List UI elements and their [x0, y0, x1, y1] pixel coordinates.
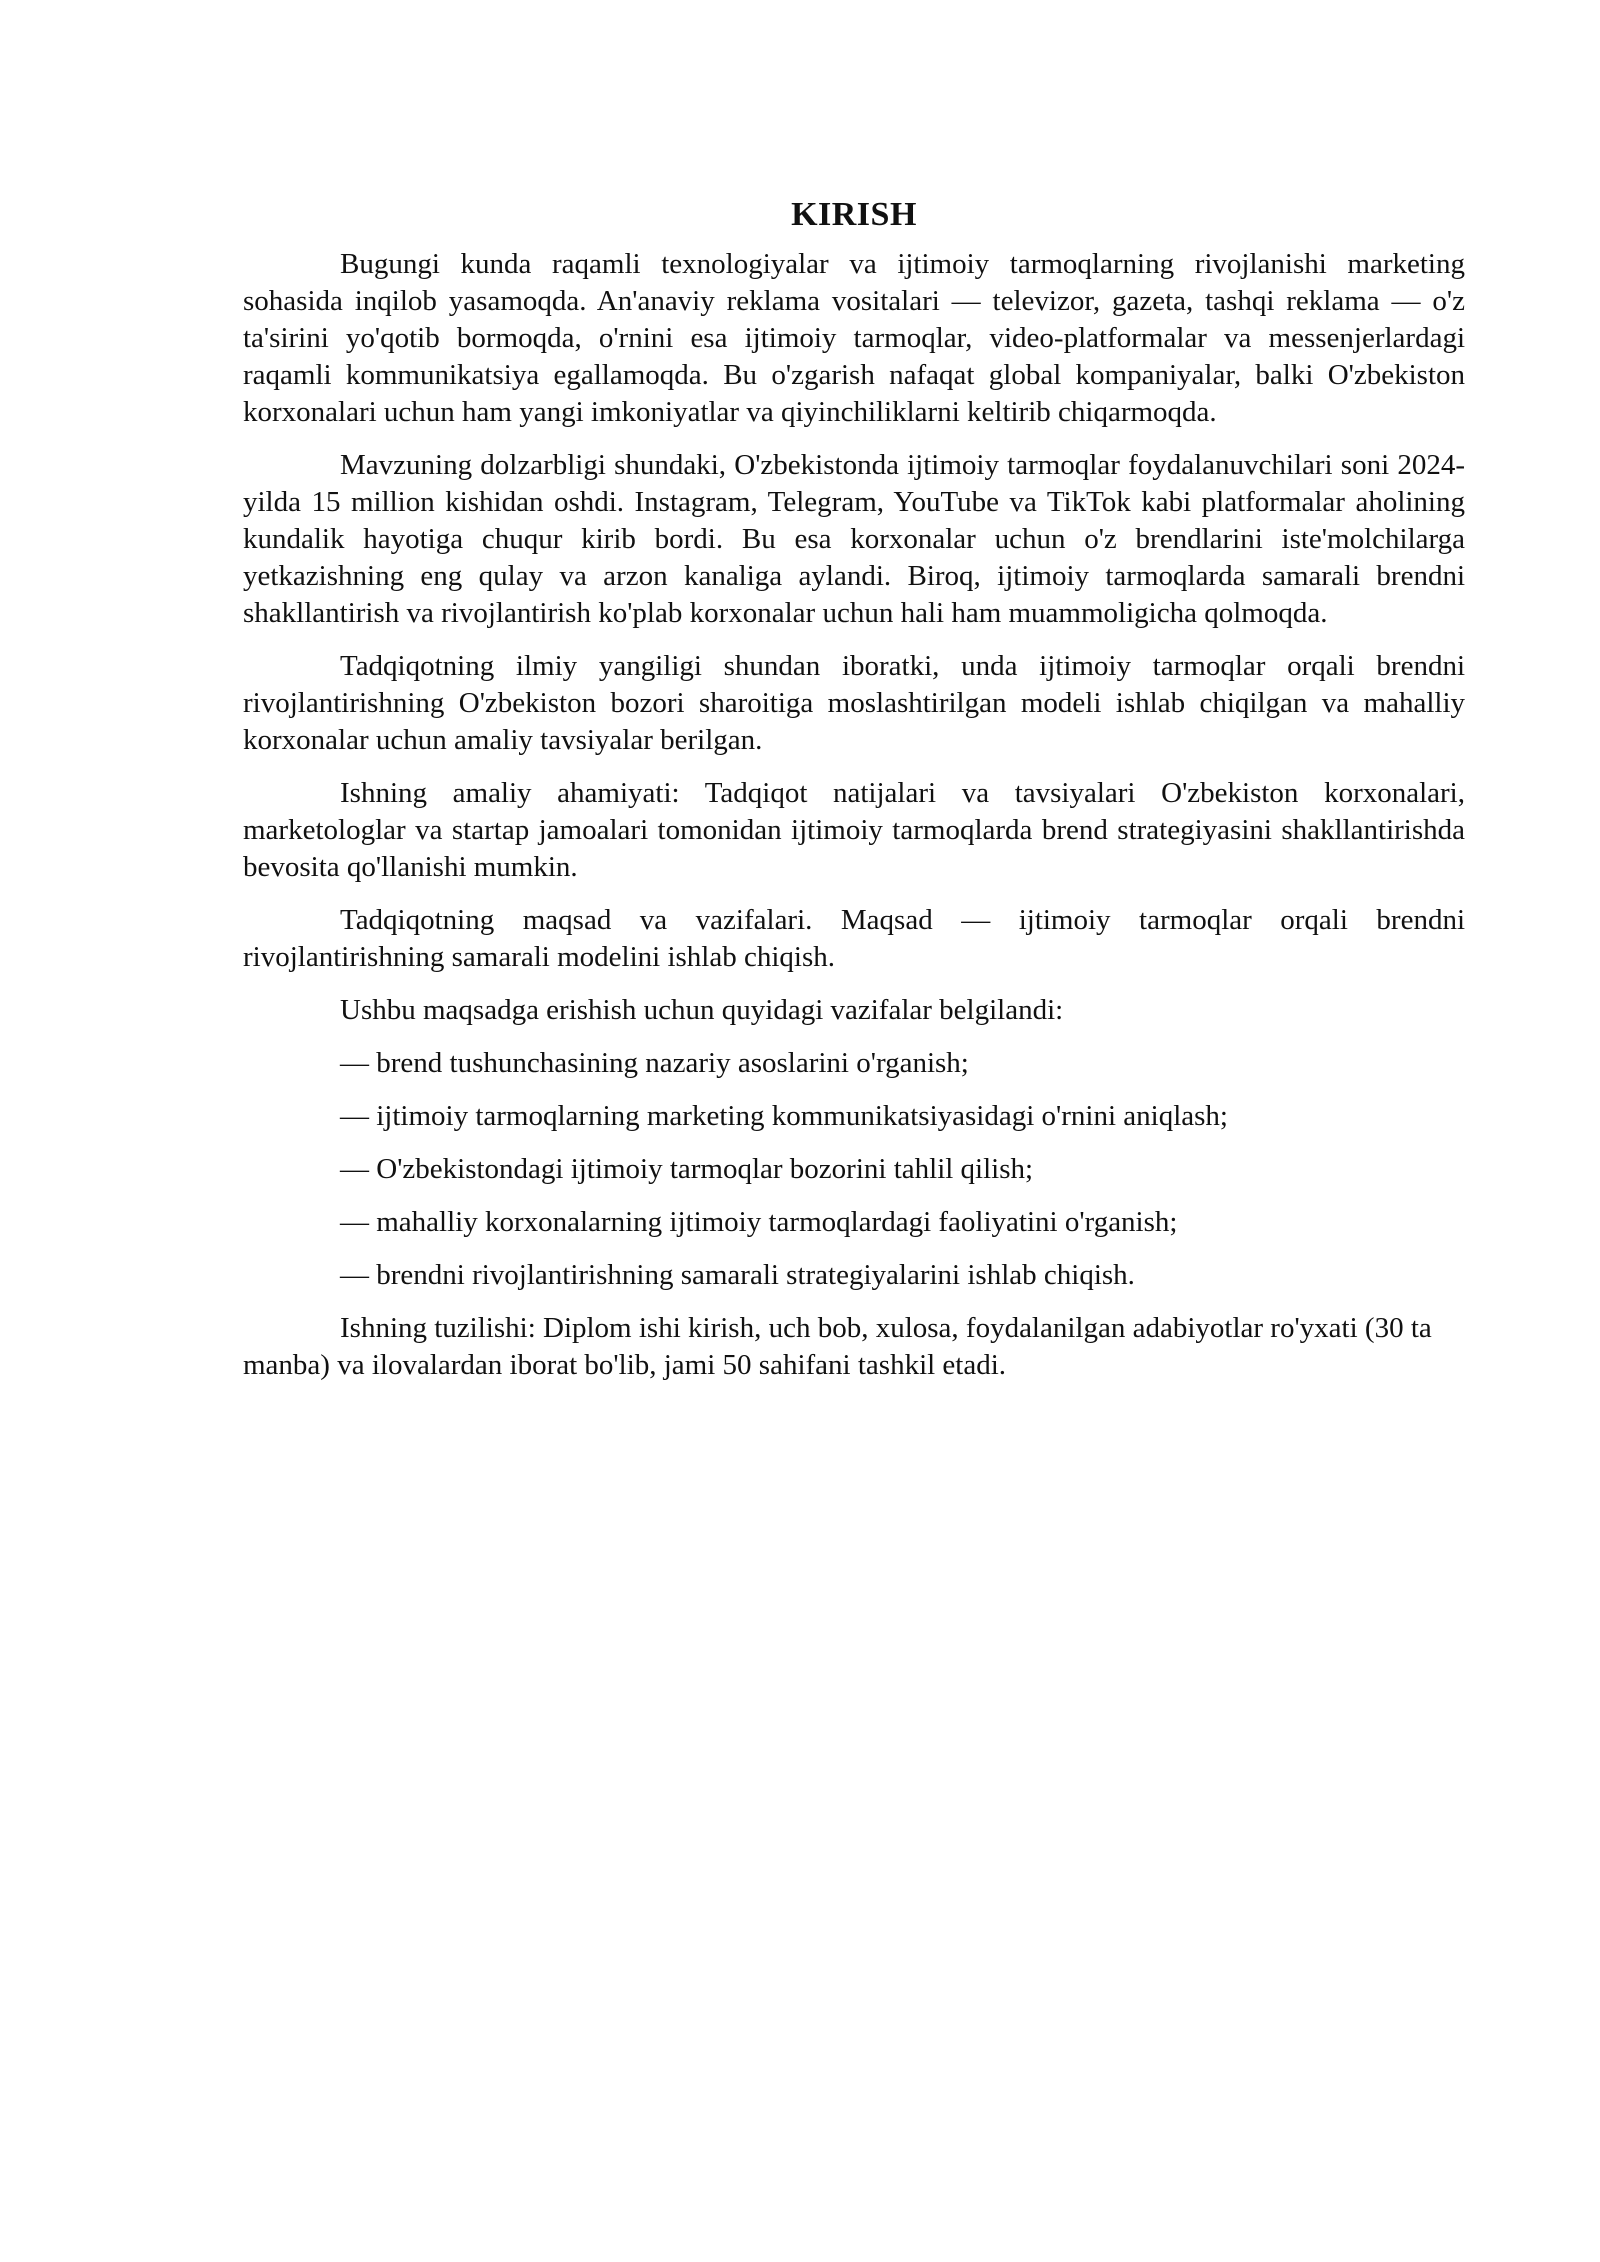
paragraph-novelty: Tadqiqotning ilmiy yangiligi shundan iboratki, unda ijtimoiy tarmoqlar orqali brendni rivojlantirishning O'zbekiston bozori sharoitiga moslashtirilgan modeli ishlab chiqilgan va mahalliy korxonalar uchun amaliy tavsiyalar berilgan. [243, 650, 1465, 756]
list-item: — O'zbekistondagi ijtimoiy tarmoqlar bozorini tahlil qilish; [340, 1153, 1034, 1185]
list-item: — brend tushunchasining nazariy asoslarini o'rganish; [340, 1047, 969, 1079]
document-page [243, 192, 1465, 1400]
tasks-intro: Ushbu maqsadga erishish uchun quyidagi vazifalar belgilandi: [340, 994, 1064, 1026]
paragraph-structure: Ishning tuzilishi: Diplom ishi kirish, uch bob, xulosa, foydalanilgan adabiyotlar ro'yxati (30 ta manba) va ilovalardan iborat bo'lib, jami 50 sahifani tashkil etadi. [243, 1312, 1432, 1381]
list-item: — mahalliy korxonalarning ijtimoiy tarmoqlardagi faoliyatini o'rganish; [340, 1206, 1178, 1238]
paragraph-introduction: Bugungi kunda raqamli texnologiyalar va ijtimoiy tarmoqlarning rivojlanishi marketing sohasida inqilob yasamoqda. An'anaviy reklama vositalari — televizor, gazeta, tashqi reklama — o'z ta'sirini yo'qotib bormoqda, o'rnini esa ijtimoiy tarmoqlar, video-platformalar va messenjerlardagi raqamli kommunikatsiya egallamoqda. Bu o'zgarish nafaqat global kompaniyalar, balki O'zbekiston korxonalari uchun ham yangi imkoniyatlar va qiyinchiliklarni keltirib chiqarmoqda. [243, 248, 1465, 428]
tasks-list [243, 1045, 1465, 1294]
paragraph-goal: Tadqiqotning maqsad va vazifalari. Maqsad — ijtimoiy tarmoqlar orqali brendni rivojlantirishning samarali modelini ishlab chiqish. [243, 904, 1465, 973]
list-item: — brendni rivojlantirishning samarali strategiyalarini ishlab chiqish. [340, 1259, 1135, 1291]
page-title: KIRISH [791, 196, 917, 233]
list-item: — ijtimoiy tarmoqlarning marketing kommunikatsiyasidagi o'rnini aniqlash; [340, 1100, 1228, 1132]
paragraph-practical-value: Ishning amaliy ahamiyati: Tadqiqot natijalari va tavsiyalari O'zbekiston korxonalari, marketologlar va startap jamoalari tomonidan ijtimoiy tarmoqlarda brend strategiyasini shakllantirishda bevosita qo'llanishi mumkin. [243, 777, 1465, 883]
paragraph-relevance: Mavzuning dolzarbligi shundaki, O'zbekistonda ijtimoiy tarmoqlar foydalanuvchilari soni 2024-yilda 15 million kishidan oshdi. Instagram, Telegram, YouTube va TikTok kabi platformalar aholining kundalik hayotiga chuqur kirib bordi. Bu esa korxonalar uchun o'z brendlarini iste'molchilarga yetkazishning eng qulay va arzon kanaliga aylandi. Biroq, ijtimoiy tarmoqlarda samarali brendni shakllantirish va rivojlantirish ko'plab korxonalar uchun hali ham muammoligicha qolmoqda. [243, 449, 1465, 629]
